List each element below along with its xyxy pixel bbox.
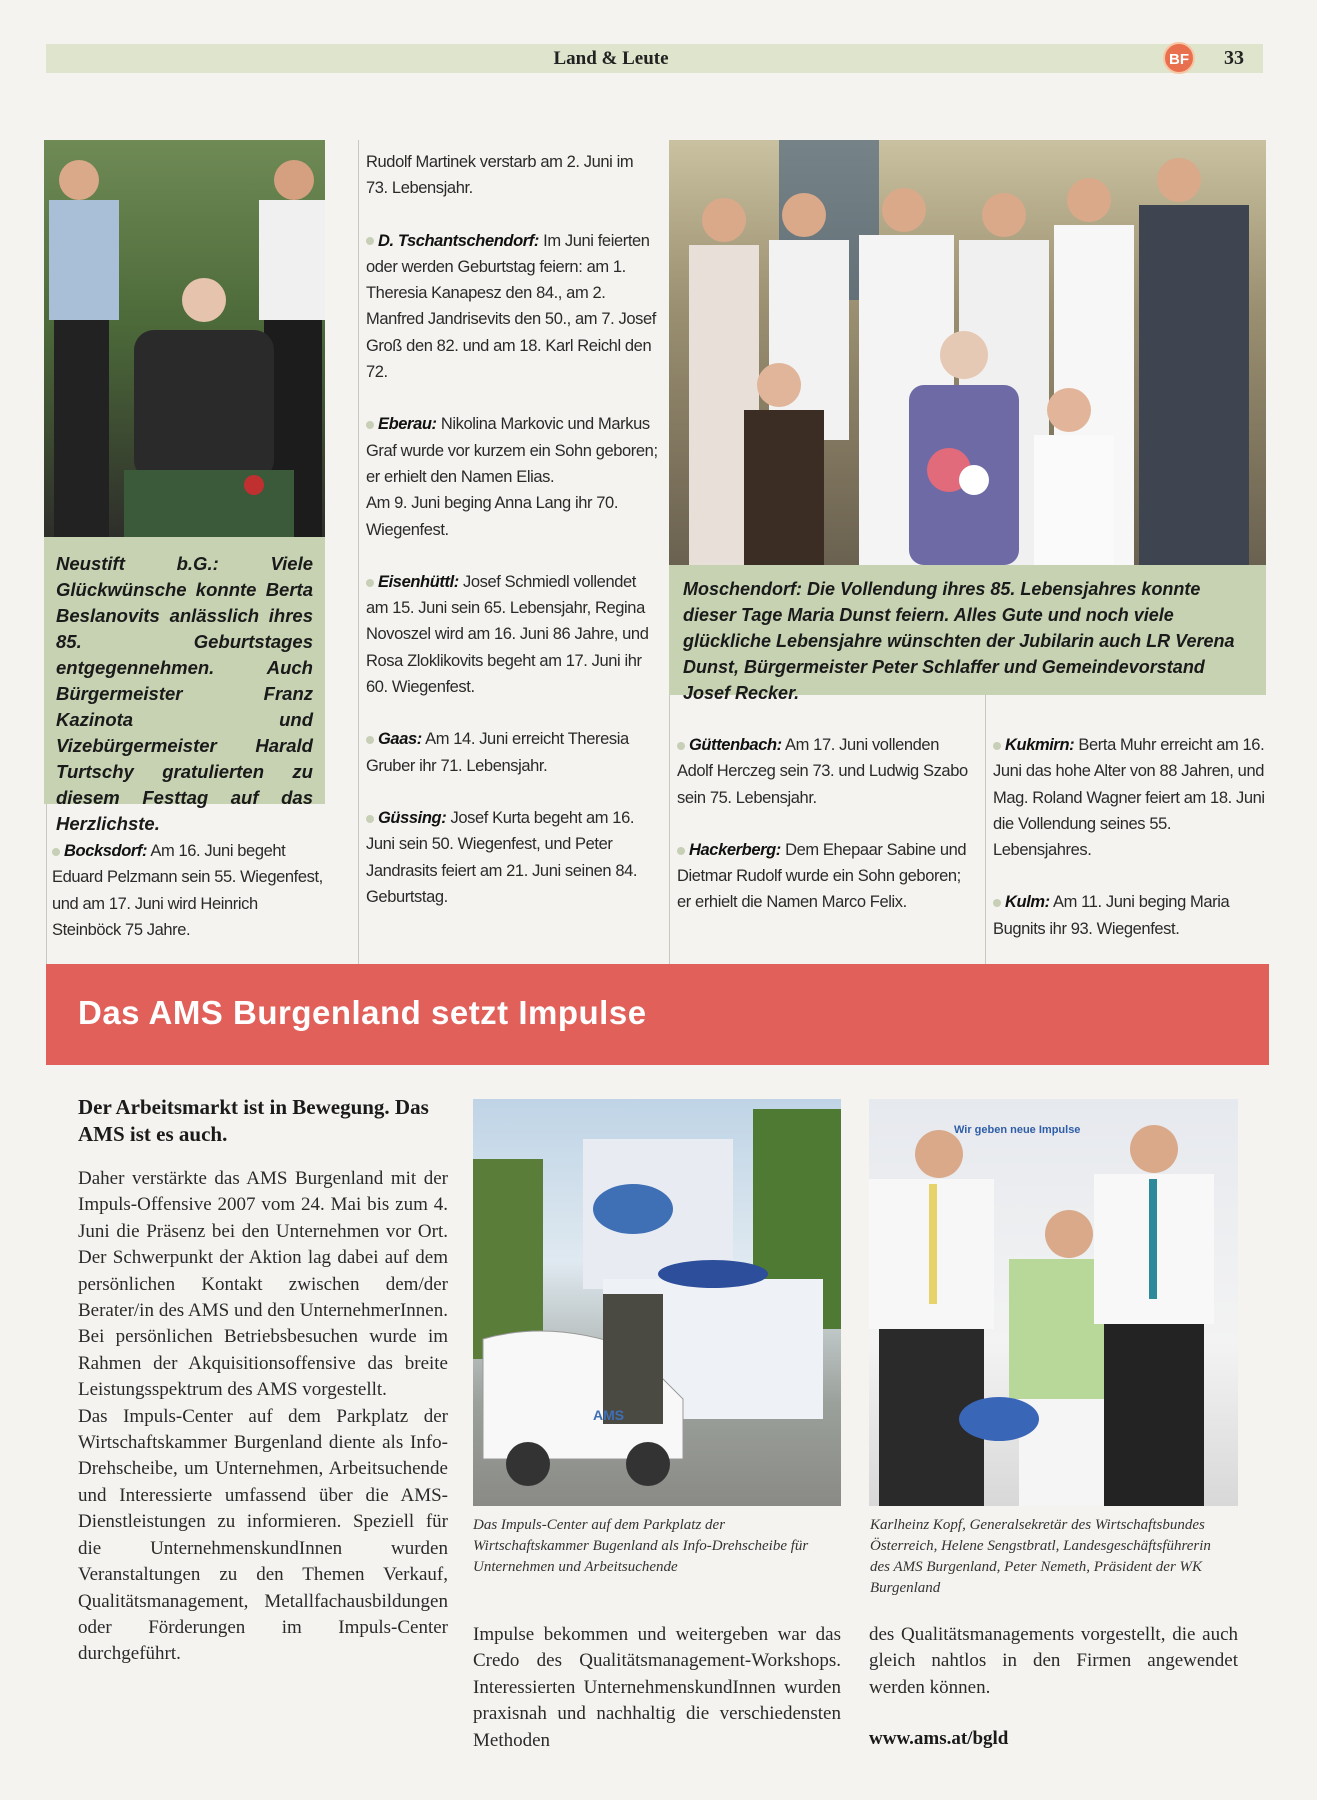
ams-paragraph: des Qualitätsmanagements vorgestellt, die auch gleich nahtlos in den Firmen angewendet werden können. <box>869 1624 1238 1698</box>
photo-moschendorf <box>669 140 1266 565</box>
news-item: Güssing: Josef Kurta begeht am 16. Juni sein 50. Wiegenfest, und Peter Jandrasits feiert am 21. Juni seinen 84. Geburtstag. <box>366 808 638 906</box>
bullet-icon <box>366 421 374 429</box>
ams-website-link[interactable]: www.ams.at/bgld <box>869 1728 1009 1749</box>
photo-caption-impuls-center: Das Impuls-Center auf dem Parkplatz der Wirtschaftskammer Bugenland als Info-Drehscheibe für Unternehmen und Arbeitsuchende <box>473 1517 809 1575</box>
bullet-icon <box>677 742 685 750</box>
photo-ams-officials <box>869 1099 1238 1506</box>
bullet-icon <box>677 847 685 855</box>
ams-body-column-2 <box>473 1622 841 1754</box>
news-item: Gaas: Am 14. Juni erreicht Theresia Gruber ihr 71. Lebensjahr. <box>366 730 629 775</box>
news-column-middle <box>366 149 658 936</box>
photo-impuls-center <box>473 1099 841 1506</box>
ams-headline: Das AMS Burgenland setzt Impulse <box>78 994 647 1031</box>
photo-caption-moschendorf: Moschendorf: Die Vollendung ihres 85. Lebensjahres konnte dieser Tage Maria Dunst feiern. Alles Gute und noch viele glückliche Lebensjahre wünschten der Jubilarin auch LR Verena Dunst, Bürgermeister Peter Schlaffer und Gemeindevorstand Josef Recker. <box>669 565 1266 695</box>
photo-car-illustration <box>473 1099 841 1506</box>
news-item: Eisenhüttl: Josef Schmiedl vollendet am 15. Juni sein 65. Lebensjahr, Regina Novoszel wird am 16. Juni 86 Jahre, und Rosa Zloklikovits begeht am 17. Juni ihr 60. Wiegenfest. <box>366 572 649 697</box>
section-title: Land & Leute <box>553 48 669 69</box>
bullet-icon <box>993 742 1001 750</box>
news-column-right-a <box>677 732 977 942</box>
photo-officials-illustration <box>869 1099 1238 1506</box>
ams-banner <box>46 964 1269 1065</box>
bullet-icon <box>366 815 374 823</box>
news-column-left <box>52 838 330 969</box>
ams-paragraph: Das Impuls-Center auf dem Parkplatz der Wirtschaftskammer Burgenland diente als Info-Drehscheibe, um Unternehmen, Arbeitsuchende und Interessierte umfassend über die AMS-Dienstleistungen zu informieren. Speziell für die UnternehmenskundInnen wurden Veranstaltungen zu den Themen Verkauf, Qualitätsmanagement, Metallfachausbildungen oder Förderungen im Impuls-Center durchgeführt. <box>78 1405 448 1665</box>
ams-paragraph: Daher verstärkte das AMS Burgenland mit der Impuls-Offensive 2007 vom 24. Mai bis zum 4. Juni die Präsenz bei den Unternehmen vor Ort. Der Schwerpunkt der Aktion lag dabei auf dem persönlichen Kontakt zwischen dem/der Berater/in des AMS und den UnternehmerInnen. Bei persönlichen Betriebsbesuchen wurde im Rahmen der Akquisitionsoffensive das breite Leistungsspektrum des AMS vorgestellt. <box>78 1168 448 1401</box>
bullet-icon <box>366 237 374 245</box>
banner-slogan-text: Wir geben neue Impulse <box>954 1124 1081 1136</box>
news-item: Güttenbach: Am 17. Juni vollenden Adolf Herczeg sein 73. und Ludwig Szabo sein 75. Lebensjahr. <box>677 736 968 807</box>
column-divider <box>669 695 670 964</box>
bf-logo: BF <box>1163 42 1195 74</box>
news-intro: Rudolf Martinek verstarb am 2. Juni im 73. Lebensjahr. <box>366 153 634 198</box>
news-item: Kukmirn: Berta Muhr erreicht am 16. Juni das hohe Alter von 88 Jahren, und Mag. Roland Wagner feiert am 18. Juni die Vollendung seines 55. Lebensjahres. <box>993 736 1265 860</box>
column-divider <box>46 804 47 964</box>
car-logo-text: AMS <box>593 1407 625 1423</box>
news-item: D. Tschantschendorf: Im Juni feierten oder werden Geburtstag feiern: am 1. Theresia Kanapesz den 84., am 2. Manfred Jandrisevits den 50., am 7. Josef Groß den 82. und am 18. Karl Reichl den 72. <box>366 231 656 382</box>
ams-lead: Der Arbeitsmarkt ist in Bewegung. Das AMS ist es auch. <box>78 1095 429 1146</box>
news-item: Eberau: Nikolina Markovic und Markus Graf wurde vor kurzem ein Sohn geboren; er erhielt den Namen Elias. Am 9. Juni beging Anna Lang ihr 70. Wiegenfest. <box>366 415 658 539</box>
news-item: Hackerberg: Dem Ehepaar Sabine und Dietmar Rudolf wurde ein Sohn geboren; er erhielt die Namen Marco Felix. <box>677 840 967 912</box>
news-item: Bocksdorf: Am 16. Juni begeht Eduard Pelzmann sein 55. Wiegenfest, und am 17. Juni wird Heinrich Steinböck 75 Jahre. <box>52 842 323 939</box>
bullet-icon <box>52 848 60 856</box>
photo-people-illustration <box>44 140 325 537</box>
photo-group-illustration <box>669 140 1266 565</box>
ams-body-column-3 <box>869 1622 1238 1701</box>
photo-caption-officials: Karlheinz Kopf, Generalsekretär des Wirtschaftsbundes Österreich, Helene Sengstbratl, Landesgeschäftsführerin des AMS Burgenland, Peter Nemeth, Präsident der WK Burgenland <box>870 1517 1211 1596</box>
ams-paragraph: Impulse bekommen und weitergeben war das Credo des Qualitätsmanagement-Workshops. Interessierten UnternehmenskundInnen wurden praxisnah und nachhaltig die verschiedensten Methoden <box>473 1624 841 1751</box>
bullet-icon <box>366 736 374 744</box>
bullet-icon <box>993 899 1001 907</box>
page-number: 33 <box>1205 44 1263 73</box>
section-header-bar <box>46 44 1263 73</box>
column-divider <box>985 695 986 964</box>
news-column-right-b <box>993 732 1265 968</box>
photo-caption-neustift: Neustift b.G.: Viele Glückwünsche konnte Berta Beslanovits anlässlich ihres 85. Geburtstages entgegennehmen. Auch Bürgermeister Franz Kazinota und Vizebürgermeister Harald Turtschy gratulierten zu diesem Festtag auf das Herzlichste. <box>44 537 325 804</box>
column-divider <box>358 140 359 964</box>
news-item: Kulm: Am 11. Juni beging Maria Bugnits ihr 93. Wiegenfest. <box>993 893 1230 938</box>
bullet-icon <box>366 579 374 587</box>
ams-body-column-1 <box>78 1166 448 1668</box>
photo-neustift <box>44 140 325 537</box>
